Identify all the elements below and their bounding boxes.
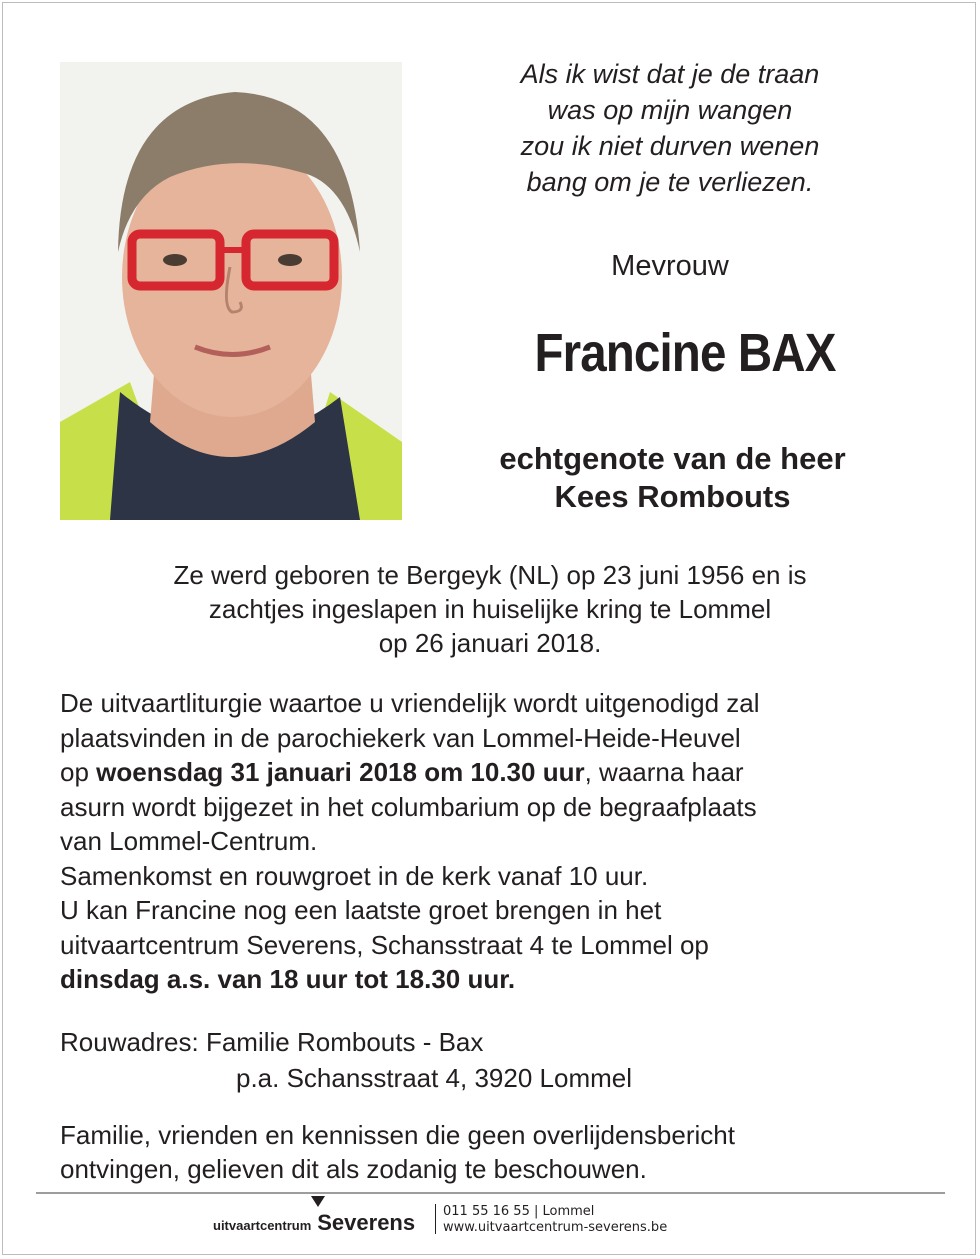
address-line: Rouwadres: Familie Rombouts - Bax [60, 1027, 484, 1057]
poem [455, 56, 885, 200]
funeral-datetime: woensdag 31 januari 2018 om 10.30 uur [96, 757, 585, 787]
deceased-name: Francine BAX [534, 323, 836, 383]
spouse-line: echtgenote van de heer [499, 441, 846, 476]
body-line: asurn wordt bijgezet in het columbarium op de begraafplaats [60, 791, 757, 822]
birth-line: op 26 januari 2018. [378, 628, 602, 658]
closing-line: Familie, vrienden en kennissen die geen overlijdensbericht [60, 1120, 735, 1150]
brand-small-text: uitvaartcentrum [213, 1218, 312, 1233]
spouse-info [440, 440, 905, 516]
website-link[interactable]: www.uitvaartcentrum-severens.be [443, 1220, 668, 1235]
body-line: van Lommel-Centrum. [60, 826, 318, 856]
body-line: Samenkomst en rouwgroet in de kerk vanaf 10 uur. [60, 860, 649, 891]
footer-separator [435, 1204, 436, 1234]
body-line: uitvaartcentrum Severens, Schansstraat 4 te Lommel op [60, 929, 709, 960]
spouse-name: Kees Rombouts [554, 479, 791, 514]
body-line: U kan Francine nog een laatste groet brengen in het [60, 895, 662, 925]
funeral-home-logo [213, 1208, 415, 1236]
poem-line: bang om je te verliezen. [526, 167, 814, 197]
phone-line: 011 55 16 55 | Lommel [443, 1204, 595, 1219]
poem-line: Als ik wist dat je de traan [520, 59, 820, 89]
body-line [60, 755, 930, 790]
brand-name-text: Severens [317, 1210, 416, 1235]
honorific: Mevrouw [611, 250, 729, 282]
brand-name [317, 1210, 415, 1236]
closing-note [60, 1118, 930, 1186]
mourning-address [60, 1024, 930, 1096]
body-text: , waarna haar [584, 757, 744, 787]
poem-line: was op mijn wangen [547, 95, 793, 125]
triangle-icon [311, 1196, 325, 1207]
funeral-details [60, 686, 930, 997]
address-line: p.a. Schansstraat 4, 3920 Lommel [236, 1063, 633, 1093]
body-text: op [60, 757, 97, 787]
footer-divider [36, 1192, 945, 1194]
portrait-photo [60, 62, 402, 520]
body-line: plaatsvinden in de parochiekerk van Lommel-Heide-Heuvel [60, 722, 741, 753]
poem-line: zou ik niet durven wenen [520, 131, 820, 161]
birth-death-info [60, 558, 920, 660]
closing-line: ontvingen, gelieven dit als zodanig te beschouwen. [60, 1154, 647, 1184]
birth-line: Ze werd geboren te Bergeyk (NL) op 23 juni 1956 en is [173, 560, 807, 590]
visitation-datetime: dinsdag a.s. van 18 uur tot 18.30 uur. [60, 964, 516, 994]
body-line: De uitvaartliturgie waartoe u vriendelijk wordt uitgenodigd zal [60, 688, 760, 718]
body-line [60, 962, 930, 997]
birth-line: zachtjes ingeslapen in huiselijke kring te Lommel [208, 594, 772, 624]
funeral-home-contact [443, 1204, 667, 1236]
